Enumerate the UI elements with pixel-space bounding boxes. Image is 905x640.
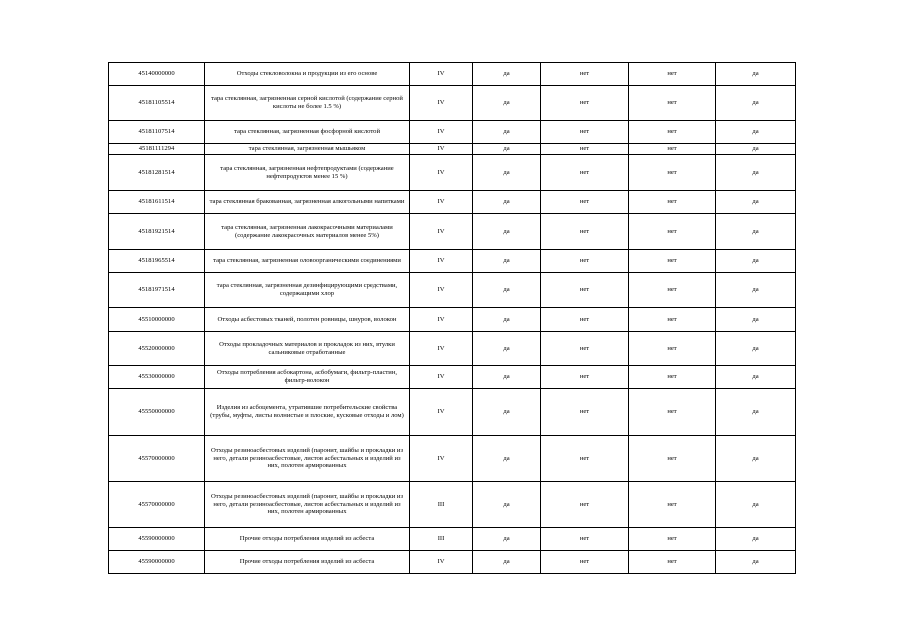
- waste-name-cell: Отходы резиноасбестовых изделий (паронит, шайбы и прокладки из него, детали резиноасбестовые, листов асбестальных и изделий из них, полотен армированных: [205, 436, 410, 482]
- value-cell-2: нет: [541, 155, 629, 191]
- hazard-class-cell: IV: [410, 144, 473, 155]
- value-cell-1: да: [473, 308, 541, 332]
- value-cell-3: нет: [629, 482, 716, 528]
- waste-name-cell: Прочие отходы потребления изделий из асбеста: [205, 551, 410, 574]
- value-cell-2: нет: [541, 214, 629, 250]
- value-cell-4: да: [716, 86, 796, 121]
- value-cell-3: нет: [629, 250, 716, 273]
- value-cell-4: да: [716, 482, 796, 528]
- value-cell-4: да: [716, 63, 796, 86]
- hazard-class-cell: IV: [410, 155, 473, 191]
- table-row: [109, 214, 796, 250]
- hazard-class-cell: IV: [410, 191, 473, 214]
- table-row: [109, 63, 796, 86]
- value-cell-1: да: [473, 332, 541, 366]
- value-cell-1: да: [473, 63, 541, 86]
- value-cell-4: да: [716, 250, 796, 273]
- value-cell-4: да: [716, 551, 796, 574]
- value-cell-3: нет: [629, 191, 716, 214]
- table-row: [109, 528, 796, 551]
- hazard-class-cell: IV: [410, 86, 473, 121]
- value-cell-3: нет: [629, 528, 716, 551]
- waste-code-cell: 45181105514: [109, 86, 205, 121]
- waste-code-cell: 45590000000: [109, 551, 205, 574]
- value-cell-4: да: [716, 155, 796, 191]
- value-cell-1: да: [473, 121, 541, 144]
- value-cell-2: нет: [541, 273, 629, 308]
- value-cell-3: нет: [629, 144, 716, 155]
- value-cell-3: нет: [629, 63, 716, 86]
- value-cell-1: да: [473, 214, 541, 250]
- table-row: [109, 366, 796, 389]
- value-cell-4: да: [716, 214, 796, 250]
- waste-code-cell: 45181611514: [109, 191, 205, 214]
- table-body: [109, 63, 796, 574]
- waste-code-cell: 45550000000: [109, 389, 205, 436]
- value-cell-4: да: [716, 389, 796, 436]
- value-cell-1: да: [473, 273, 541, 308]
- table-row: [109, 155, 796, 191]
- table-row: [109, 191, 796, 214]
- value-cell-3: нет: [629, 436, 716, 482]
- waste-name-cell: Отходы потребления асбокартона, асбобумаги, фильтр-пластин, фильтр-волокон: [205, 366, 410, 389]
- waste-code-cell: 45181281514: [109, 155, 205, 191]
- waste-code-cell: 45181107514: [109, 121, 205, 144]
- hazard-class-cell: IV: [410, 214, 473, 250]
- hazard-class-cell: IV: [410, 436, 473, 482]
- waste-name-cell: тара стеклянная, загрязненная нефтепродуктами (содержание нефтепродуктов менее 15 %): [205, 155, 410, 191]
- value-cell-4: да: [716, 308, 796, 332]
- value-cell-3: нет: [629, 389, 716, 436]
- value-cell-2: нет: [541, 86, 629, 121]
- table-row: [109, 144, 796, 155]
- waste-name-cell: Отходы резиноасбестовых изделий (паронит, шайбы и прокладки из него, детали резиноасбестовые, листов асбестальных и изделий из них, полотен армированных: [205, 482, 410, 528]
- value-cell-3: нет: [629, 366, 716, 389]
- value-cell-1: да: [473, 250, 541, 273]
- table-row: [109, 250, 796, 273]
- table-row: [109, 308, 796, 332]
- hazard-class-cell: IV: [410, 121, 473, 144]
- table-row: [109, 389, 796, 436]
- table-row: [109, 332, 796, 366]
- waste-code-cell: 45590000000: [109, 528, 205, 551]
- waste-code-cell: 45520000000: [109, 332, 205, 366]
- waste-code-cell: 45510000000: [109, 308, 205, 332]
- value-cell-2: нет: [541, 551, 629, 574]
- waste-name-cell: Отходы прокладочных материалов и прокладок из них, втулки сальниковые отработанные: [205, 332, 410, 366]
- waste-name-cell: тара стеклянная, загрязненная фосфорной кислотой: [205, 121, 410, 144]
- value-cell-3: нет: [629, 214, 716, 250]
- value-cell-3: нет: [629, 273, 716, 308]
- value-cell-3: нет: [629, 86, 716, 121]
- waste-name-cell: тара стеклянная, загрязненная лакокрасочными материалами (содержание лакокрасочных материалов менее 5%): [205, 214, 410, 250]
- waste-code-cell: 45140000000: [109, 63, 205, 86]
- value-cell-4: да: [716, 332, 796, 366]
- value-cell-2: нет: [541, 366, 629, 389]
- value-cell-2: нет: [541, 482, 629, 528]
- value-cell-1: да: [473, 191, 541, 214]
- value-cell-2: нет: [541, 528, 629, 551]
- hazard-class-cell: IV: [410, 366, 473, 389]
- waste-code-cell: 45570000000: [109, 436, 205, 482]
- hazard-class-cell: IV: [410, 389, 473, 436]
- value-cell-1: да: [473, 389, 541, 436]
- table-row: [109, 551, 796, 574]
- value-cell-2: нет: [541, 121, 629, 144]
- table-row: [109, 121, 796, 144]
- table-row: [109, 482, 796, 528]
- value-cell-1: да: [473, 86, 541, 121]
- table-row: [109, 86, 796, 121]
- value-cell-4: да: [716, 191, 796, 214]
- value-cell-4: да: [716, 144, 796, 155]
- hazard-class-cell: IV: [410, 308, 473, 332]
- value-cell-2: нет: [541, 332, 629, 366]
- value-cell-1: да: [473, 482, 541, 528]
- value-cell-1: да: [473, 144, 541, 155]
- hazard-class-cell: IV: [410, 63, 473, 86]
- value-cell-4: да: [716, 121, 796, 144]
- value-cell-3: нет: [629, 121, 716, 144]
- waste-name-cell: тара стеклянная, загрязненная мышьяком: [205, 144, 410, 155]
- value-cell-4: да: [716, 528, 796, 551]
- value-cell-2: нет: [541, 250, 629, 273]
- value-cell-3: нет: [629, 308, 716, 332]
- waste-name-cell: Отходы стекловолокна и продукции из его основе: [205, 63, 410, 86]
- value-cell-2: нет: [541, 436, 629, 482]
- value-cell-3: нет: [629, 551, 716, 574]
- value-cell-4: да: [716, 273, 796, 308]
- waste-code-cell: 45181921514: [109, 214, 205, 250]
- waste-name-cell: тара стеклянная, загрязненная серной кислотой (содержание серной кислоты не более 1.5 %): [205, 86, 410, 121]
- value-cell-1: да: [473, 155, 541, 191]
- value-cell-3: нет: [629, 155, 716, 191]
- waste-name-cell: тара стеклянная, загрязненная дезинфицирующими средствами, содержащими хлор: [205, 273, 410, 308]
- waste-code-cell: 45181111294: [109, 144, 205, 155]
- value-cell-2: нет: [541, 63, 629, 86]
- hazard-class-cell: IV: [410, 332, 473, 366]
- waste-name-cell: Прочие отходы потребления изделий из асбеста: [205, 528, 410, 551]
- value-cell-2: нет: [541, 191, 629, 214]
- waste-code-cell: 45570000000: [109, 482, 205, 528]
- waste-code-cell: 45181971514: [109, 273, 205, 308]
- waste-name-cell: Отходы асбестовых тканей, полотен ровницы, шнуров, волокон: [205, 308, 410, 332]
- waste-code-cell: 45181965514: [109, 250, 205, 273]
- hazard-class-cell: IV: [410, 551, 473, 574]
- hazard-class-cell: III: [410, 482, 473, 528]
- waste-code-cell: 45530000000: [109, 366, 205, 389]
- table-row: [109, 436, 796, 482]
- value-cell-3: нет: [629, 332, 716, 366]
- value-cell-4: да: [716, 366, 796, 389]
- hazard-class-cell: III: [410, 528, 473, 551]
- value-cell-2: нет: [541, 144, 629, 155]
- value-cell-2: нет: [541, 308, 629, 332]
- value-cell-1: да: [473, 436, 541, 482]
- table-row: [109, 273, 796, 308]
- value-cell-2: нет: [541, 389, 629, 436]
- value-cell-1: да: [473, 551, 541, 574]
- waste-name-cell: тара стеклянная, загрязненная оловоорганическими соединениями: [205, 250, 410, 273]
- waste-name-cell: тара стеклянная бракованная, загрязненная алкогольными напитками: [205, 191, 410, 214]
- hazard-class-cell: IV: [410, 273, 473, 308]
- value-cell-1: да: [473, 528, 541, 551]
- waste-name-cell: Изделия из асбоцемента, утратившие потребительские свойства (трубы, муфты, листы волнистые и плоские, кусковые отходы и лом): [205, 389, 410, 436]
- hazard-class-cell: IV: [410, 250, 473, 273]
- waste-classification-table: [108, 62, 796, 574]
- value-cell-1: да: [473, 366, 541, 389]
- value-cell-4: да: [716, 436, 796, 482]
